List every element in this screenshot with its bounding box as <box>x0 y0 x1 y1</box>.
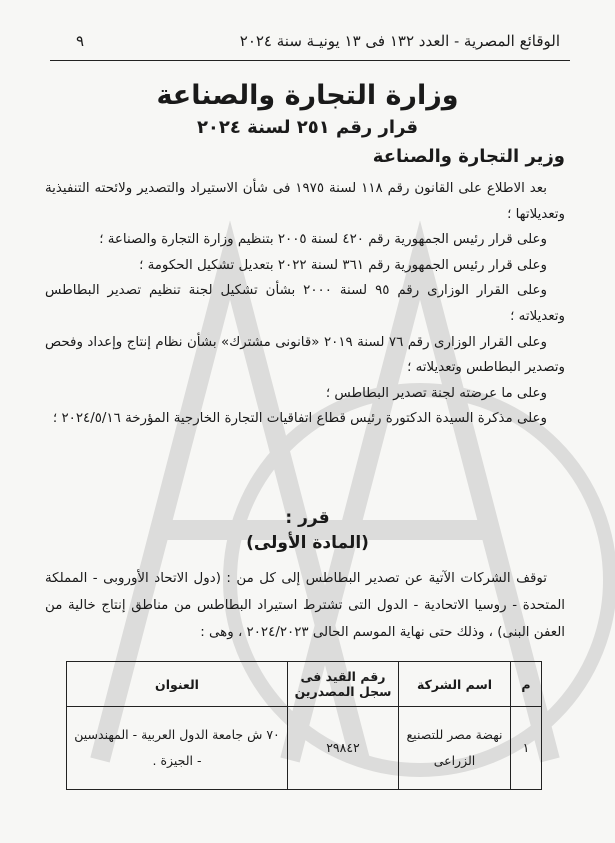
header-divider <box>50 60 570 61</box>
preamble-clause: وعلى القرار الوزارى رقم ٧٦ لسنة ٢٠١٩ «قانونى مشترك» بشأن نظام إنتاج وإعداد وفحص وتصدير البطاطس وتعديلاته ؛ <box>45 334 565 376</box>
article-heading: (المادة الأولى) <box>246 533 369 553</box>
ministry-title: وزارة التجارة والصناعة <box>156 80 459 111</box>
table-row <box>67 707 542 790</box>
page-header <box>50 30 570 56</box>
page-number: ٩ <box>76 32 85 50</box>
preamble <box>45 176 565 432</box>
preamble-clause: وعلى قرار رئيس الجمهورية رقم ٤٢٠ لسنة ٢٠٠٥ بتنظيم وزارة التجارة والصناعة ؛ <box>99 232 547 248</box>
cell-address: ٧٠ ش جامعة الدول العربية - المهندسين - الجيزة . <box>67 707 288 790</box>
article-body <box>45 565 565 646</box>
preamble-clause: وعلى ما عرضته لجنة تصدير البطاطس ؛ <box>325 385 547 401</box>
col-header-company: اسم الشركة <box>399 662 511 707</box>
minister-title: وزير التجارة والصناعة <box>372 146 565 167</box>
article-text: توقف الشركات الآتية عن تصدير البطاطس إلى كل من : (دول الاتحاد الأوروبى - المملكة المتحدة - روسيا الاتحادية - الدول التى تشترط استيراد البطاطس من مناطق إنتاج خالية من العفن البنى) ، وذلك حتى نهاية الموسم الحالى ٢٠٢٤/٢٠٢٣ ، وهى : <box>45 571 565 640</box>
preamble-clause: وعلى القرار الوزارى رقم ٩٥ لسنة ٢٠٠٠ بشأن تشكيل لجنة تنظيم تصدير البطاطس وتعديلاته ؛ <box>45 283 565 324</box>
col-header-number: م <box>511 662 542 707</box>
companies-table <box>66 661 542 790</box>
cell-company: نهضة مصر للتصنيع الزراعى <box>399 707 511 790</box>
gazette-issue-title: الوقائع المصرية - العدد ١٣٢ فى ١٣ يونيـة سنة ٢٠٢٤ <box>239 32 560 50</box>
decree-number: قرار رقم ٢٥١ لسنة ٢٠٢٤ <box>196 117 419 138</box>
cell-registry: ٢٩٨٤٢ <box>288 707 399 790</box>
cell-number: ١ <box>511 707 542 790</box>
preamble-clause: وعلى قرار رئيس الجمهورية رقم ٣٦١ لسنة ٢٠٢٢ بتعديل تشكيل الحكومة ؛ <box>139 257 547 273</box>
preamble-clause: بعد الاطلاع على القانون رقم ١١٨ لسنة ١٩٧٥ فى شأن الاستيراد والتصدير ولائحته التنفيذية وتعديلاتها ؛ <box>45 181 565 222</box>
decision-heading: قرر : <box>285 508 330 528</box>
col-header-address: العنوان <box>67 662 288 707</box>
table-header-row <box>67 662 542 707</box>
preamble-clause: وعلى مذكرة السيدة الدكتورة رئيس قطاع اتفاقيات التجارة الخارجية المؤرخة ٢٠٢٤/٥/١٦ ؛ <box>52 411 547 427</box>
col-header-registry: رقم القيد فى سجل المصدرين <box>288 662 399 707</box>
